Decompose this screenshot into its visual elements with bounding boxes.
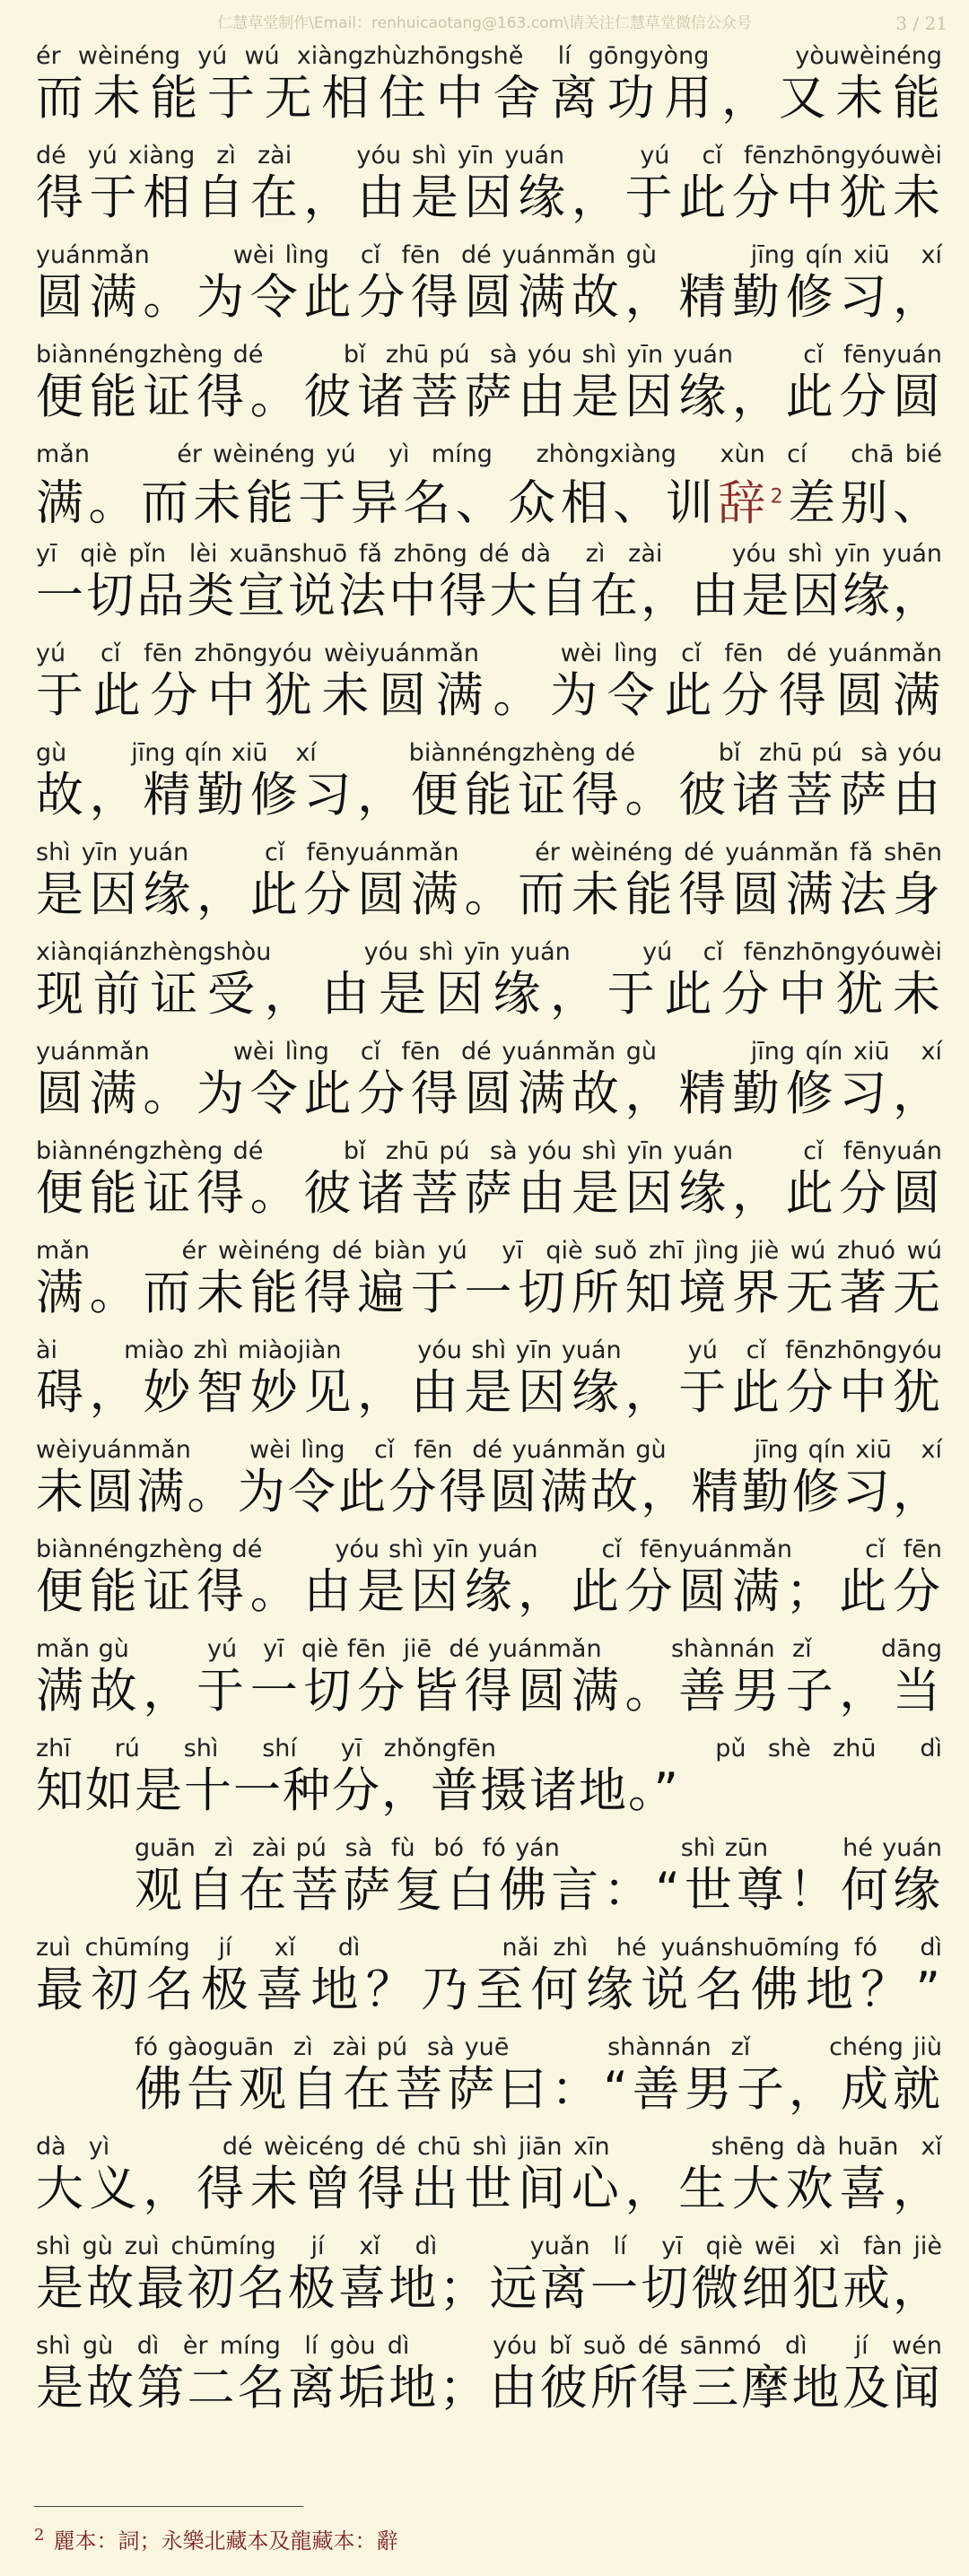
chinese-text: 故，精勤修习，便能证得。彼诸菩萨由 — [36, 768, 942, 822]
pinyin-annotation: yuánmǎn wèi lìng cǐ fēn dé yuánmǎn gù jīng qín xiū xí — [36, 1038, 942, 1066]
pinyin-annotation: mǎn gù yú yī qiè fēn jiē dé yuánmǎn shànnán zǐ dāng — [36, 1635, 942, 1663]
header-watermark-text: 仁慧草堂制作\Email：renhuicaotang@163.com\请关注仁慧草堂微信公众号 — [217, 14, 752, 32]
chinese-text: 佛告观自在菩萨曰：“善男子，成就 — [135, 2062, 942, 2117]
text-line — [0, 239, 969, 339]
pinyin-annotation: xiànqiánzhèngshòu yóu shì yīn yuán yú cǐ fēnzhōngyóuwèi — [36, 938, 942, 966]
pinyin-annotation: mǎn ér wèinéng yú yì míng zhòngxiàng xùn cí chā bié — [36, 440, 942, 468]
footnote-divider — [34, 2506, 303, 2507]
pinyin-annotation: shì yīn yuán cǐ fēnyuánmǎn ér wèinéng dé yuánmǎn fǎ shēn — [36, 839, 942, 866]
chinese-text: 满。而未能得遍于一切所知境界无著无 — [36, 1266, 942, 1320]
pinyin-annotation: ài miào zhì miàojiàn yóu shì yīn yuán yú cǐ fēnzhōngyóu — [36, 1336, 942, 1364]
chinese-text: 大义，得未曾得出世间心，生大欢喜， — [36, 2162, 942, 2216]
chinese-text: 圆满。为令此分得圆满故，精勤修习， — [36, 270, 942, 325]
text-line — [0, 936, 969, 1036]
text-line — [0, 40, 969, 140]
chinese-text: 是因缘，此分圆满。而未能得圆满法身 — [36, 867, 942, 922]
pinyin-annotation: zuì chūmíng jí xǐ dì nǎi zhì hé yuánshuōmíng fó dì — [36, 1934, 942, 1962]
pinyin-annotation: yī qiè pǐn lèi xuānshuō fǎ zhōng dé dà zì zài yóu shì yīn yuán — [36, 540, 942, 568]
chinese-text: 得于相自在，由是因缘，于此分中犹未 — [36, 170, 942, 225]
footnote-number: 2 — [34, 2526, 45, 2545]
chinese-text: 知如是十一种分，普摄诸地。” — [36, 1763, 680, 1818]
text-line — [0, 339, 969, 439]
pinyin-annotation: ér wèinéng yú wú xiàngzhùzhōngshě lí gōngyòng yòuwèinéng — [36, 42, 942, 70]
chinese-text: 而未能于无相住中舍离功用，又未能 — [36, 71, 942, 126]
text-line — [0, 1633, 969, 1733]
chinese-text: 便能证得。彼诸菩萨由是因缘，此分圆 — [36, 1166, 942, 1221]
pinyin-annotation: biànnéngzhèng dé bǐ zhū pú sà yóu shì yīn yuán cǐ fēnyuán — [36, 341, 942, 369]
pinyin-annotation: dé yú xiàng zì zài yóu shì yīn yuán yú cǐ fēnzhōngyóuwèi — [36, 142, 942, 170]
page-header — [0, 11, 969, 36]
chinese-text: 观自在菩萨复白佛言：“世尊！何缘 — [135, 1863, 942, 1918]
chinese-text: 最初名极喜地？乃至何缘说名佛地？” — [36, 1962, 942, 2017]
chinese-text — [36, 468, 943, 531]
chinese-text: 圆满。为令此分得圆满故，精勤修习， — [36, 1066, 942, 1121]
page-number: 3 / 21 — [895, 13, 947, 34]
text-line — [0, 1534, 969, 1633]
text-line — [0, 140, 969, 239]
text-line — [0, 638, 969, 737]
pinyin-annotation: biànnéngzhèng dé yóu shì yīn yuán cǐ fēnyuánmǎn cǐ fēn — [36, 1536, 942, 1563]
text-line — [0, 439, 969, 538]
text-line — [0, 1335, 969, 1434]
pinyin-annotation: yuánmǎn wèi lìng cǐ fēn dé yuánmǎn gù jīng qín xiū xí — [36, 241, 942, 269]
chinese-text: 未圆满。为令此分得圆满故，精勤修习， — [36, 1465, 942, 1519]
pinyin-annotation: gù jīng qín xiū xí biànnéngzhèng dé bǐ zhū pú sà yóu — [36, 739, 942, 767]
text-line — [0, 2032, 969, 2131]
pinyin-annotation: shì gù zuì chūmíng jí xǐ dì yuǎn lí yī qiè wēi xì fàn jiè — [36, 2232, 942, 2260]
text-line — [0, 2131, 969, 2231]
chinese-text: 于此分中犹未圆满。为令此分得圆满 — [36, 668, 942, 723]
pinyin-annotation: yú cǐ fēn zhōngyóu wèiyuánmǎn wèi lìng cǐ fēn dé yuánmǎn — [36, 640, 942, 667]
text-line — [0, 737, 969, 837]
chinese-text: 便能证得。由是因缘，此分圆满；此分 — [36, 1564, 942, 1619]
pinyin-annotation: guān zì zài pú sà fù bó fó yán shì zūn hé yuán — [135, 1834, 942, 1862]
chinese-text: 现前证受，由是因缘，于此分中犹未 — [36, 967, 942, 1022]
chinese-text: 一切品类宣说法中得大自在，由是因缘， — [36, 569, 942, 623]
text-line — [0, 1434, 969, 1534]
footnote-marker: 2 — [770, 485, 785, 508]
pinyin-annotation: zhī rú shì shí yī zhǒngfēn pǔ shè zhū dì — [36, 1735, 942, 1762]
chinese-text-segment: 差别、 — [784, 475, 943, 531]
pinyin-annotation: dà yì dé wèicéng dé chū shì jiān xīn shēng dà huān xǐ — [36, 2133, 942, 2161]
text-line — [0, 1832, 969, 1932]
chinese-text: 是故最初名极喜地；远离一切微细犯戒， — [36, 2261, 942, 2316]
chinese-text: 是故第二名离垢地；由彼所得三摩地及闻 — [36, 2361, 942, 2415]
chinese-text-segment: 满。而未能于异名、众相、训 — [36, 475, 719, 531]
pinyin-annotation: fó gàoguān zì zài pú sà yuē shànnán zǐ chéng jiù — [135, 2033, 942, 2061]
annotated-character: 辞 — [718, 475, 771, 531]
chinese-text: 便能证得。彼诸菩萨由是因缘，此分圆 — [36, 370, 942, 424]
footnote — [34, 2520, 397, 2556]
pinyin-annotation: wèiyuánmǎn wèi lìng cǐ fēn dé yuánmǎn gù jīng qín xiū xí — [36, 1436, 942, 1464]
footnote-reference[interactable] — [718, 476, 784, 531]
text-line — [0, 2330, 969, 2430]
text-line — [0, 837, 969, 936]
pinyin-annotation: biànnéngzhèng dé bǐ zhū pú sà yóu shì yīn yuán cǐ fēnyuán — [36, 1137, 942, 1165]
chinese-text: 碍，妙智妙见，由是因缘，于此分中犹 — [36, 1365, 942, 1420]
pinyin-annotation: shì gù dì èr míng lí gòu dì yóu bǐ suǒ dé sānmó dì jí wén — [36, 2332, 942, 2360]
text-line — [0, 1733, 969, 1832]
text-line — [0, 1036, 969, 1136]
text-line — [0, 538, 969, 638]
pinyin-annotation: mǎn ér wèinéng dé biàn yú yī qiè suǒ zhī jìng jiè wú zhuó wú — [36, 1237, 942, 1265]
text-line — [0, 1136, 969, 1235]
chinese-text: 满故，于一切分皆得圆满。善男子，当 — [36, 1664, 942, 1719]
text-line — [0, 2231, 969, 2330]
text-line — [0, 1932, 969, 2032]
text-line — [0, 1235, 969, 1335]
scripture-text-body — [0, 40, 969, 2430]
footnote-text: 麗本：詞；永樂北藏本及龍藏本：辭 — [53, 2528, 398, 2554]
